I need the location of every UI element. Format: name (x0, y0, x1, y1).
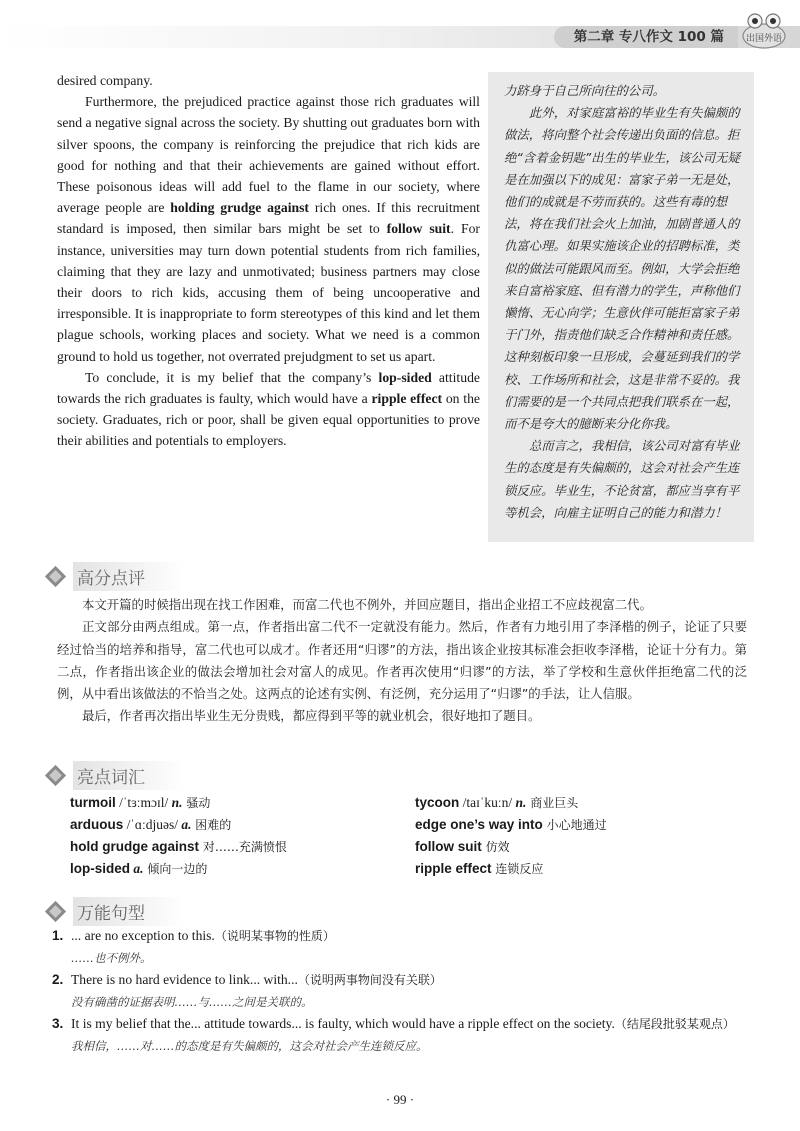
vocab-item: ripple effect 连锁反应 (415, 861, 544, 876)
essay-paragraph: Furthermore, the prejudiced practice against those rich graduates will send a negative signal across the society. By shutting out graduates born with silver spoons, the company is reinforcing the prejudice that rich kids are good for nothing and that their achievements are gained without effort. These poisonous ideas will add fuel to the flame in our society, where average people are holding grudge against rich ones. If this recruitment standard is imposed, then similar bars might be set to follow suit. For instance, universities may turn down potential students from rich families, claiming that they are lazy and unmotivated; business partners may close their doors to rich kids, accusing them of being uncooperative and irresponsible. It is inappropriate to form stereotypes of this kind and let them plague schools, working places and society. What we need is a common ground to hold us together, not overrated prejudgment to set us apart. (57, 94, 480, 364)
key-phrase: follow suit (386, 221, 451, 237)
key-phrase: ripple effect (371, 391, 443, 407)
key-phrase: holding grudge against (170, 200, 309, 216)
section-title: 高分点评 (73, 562, 185, 591)
translation-paragraph: 此外，对家庭富裕的毕业生有失偏颇的做法，将向整个社会传递出负面的信息。拒绝“含着金钥匙”出生的毕业生，该公司无疑是在加强以下的成见：富家子弟一无是处，他们的成就是不劳而获的。这些有毒的想法，将在我们社会火上加油，加剧普通人的仇富心理。如果实施该企业的招聘标准，类似的做法可能跟风而至。例如，大学会拒绝来自富裕家庭、但有潜力的学生，声称他们懒惰、无心向学；生意伙伴可能拒富家子弟于门外，指责他们缺乏合作精神和责任感。这种刻板印象一旦形成，会蔓延到我们的学校、工作场所和社会，这是非常不妥的。我们需要的是一个共同点把我们联系在一起，而不是夸大的臆断来分化你我。 (504, 105, 740, 432)
diamond-icon (45, 764, 66, 785)
vocab-item: edge one’s way into 小心地通过 (415, 817, 607, 832)
translation-paragraph: 总而言之，我相信，该公司对富有毕业生的态度是有失偏颇的，这会对社会产生连锁反应。毕业生，不论贫富，都应当享有平等机会，向雇主证明自己的能力和潜力！ (504, 438, 740, 520)
essay-paragraph: desired company. (57, 73, 153, 88)
frog-logo-icon (740, 10, 788, 50)
vocab-item: follow suit 仿效 (415, 839, 510, 854)
sentence-heading (44, 898, 185, 924)
svg-text:出国外语: 出国外语 (745, 34, 783, 44)
vocab-heading (44, 762, 185, 788)
review-paragraph: 正文部分由两点组成。第一点，作者指出富二代不一定就没有能力。然后，作者有力地引用了李泽楷的例子，论证了只要经过恰当的培养和指导，富二代也可以成才。作者还用“归谬”的方法，指出该企业按其标准会拒收李泽楷，论证十分有力。第二点，作者指出该企业的做法会增加社会对富人的成见。作者再次使用“归谬”的方法，举了学校和生意伙伴拒绝富二代的泛例，从中看出该做法的不恰当之处。这两点的论述有实例、有泛例，充分运用了“归谬”的手法，让人信服。 (57, 619, 747, 702)
essay-paragraph: To conclude, it is my belief that the company’s lop-sided attitude towards the rich graduates is faulty, which would have a ripple effect on the society. Graduates, rich or poor, shall be given equal opportunities to prove their abilities and potentials to employers. (57, 369, 481, 449)
sentence-item: 1. ... are no exception to this.（说明某事物的性质） ……也不例外。 (52, 928, 335, 965)
vocab-item: tycoon /taɪˈkuːn/ n. 商业巨头 (415, 795, 579, 810)
vocab-item: arduous /ˈɑːdjuəs/ a. 困难的 (70, 817, 232, 832)
sentence-list (52, 925, 752, 1057)
translation-box (488, 72, 754, 542)
diamond-icon (45, 900, 66, 921)
vocab-list (70, 792, 760, 880)
essay-english (57, 70, 480, 452)
review-text (57, 594, 747, 728)
section-title: 亮点词汇 (73, 761, 185, 790)
key-phrase: lop-sided (378, 369, 432, 385)
diamond-icon (45, 565, 66, 586)
translation-paragraph: 力跻身于自己所向往的公司。 (504, 83, 666, 98)
sentence-item: 2. There is no hard evidence to link... with...（说明两事物间没有关联） 没有确凿的证据表明……与……之间是关联的。 (52, 972, 442, 1009)
section-title: 万能句型 (73, 897, 185, 926)
review-paragraph: 本文开篇的时候指出现在找工作困难，而富二代也不例外，并回应题目，指出企业招工不应歧视富二代。 (82, 597, 652, 612)
review-heading (44, 563, 185, 589)
vocab-item: hold grudge against 对……充满愤恨 (70, 839, 287, 854)
chapter-title: 第二章 专八作文 100 篇 (554, 26, 738, 48)
vocab-item: turmoil /ˈtɜːmɔɪl/ n. 骚动 (70, 795, 211, 810)
page-number: · 99 · (385, 1092, 415, 1107)
review-paragraph: 最后，作者再次指出毕业生无分贵贱，都应得到平等的就业机会，很好地扣了题目。 (82, 708, 541, 724)
vocab-item: lop-sided a. 倾向一边的 (70, 861, 208, 876)
sentence-item: 3. It is my belief that the... attitude towards... is faulty, which would have a ripple effect on the society.（结尾段批驳某观点） 我相信，……对……的态度是有失偏颇的，这会对社会产生连锁反应。 (52, 1016, 735, 1053)
